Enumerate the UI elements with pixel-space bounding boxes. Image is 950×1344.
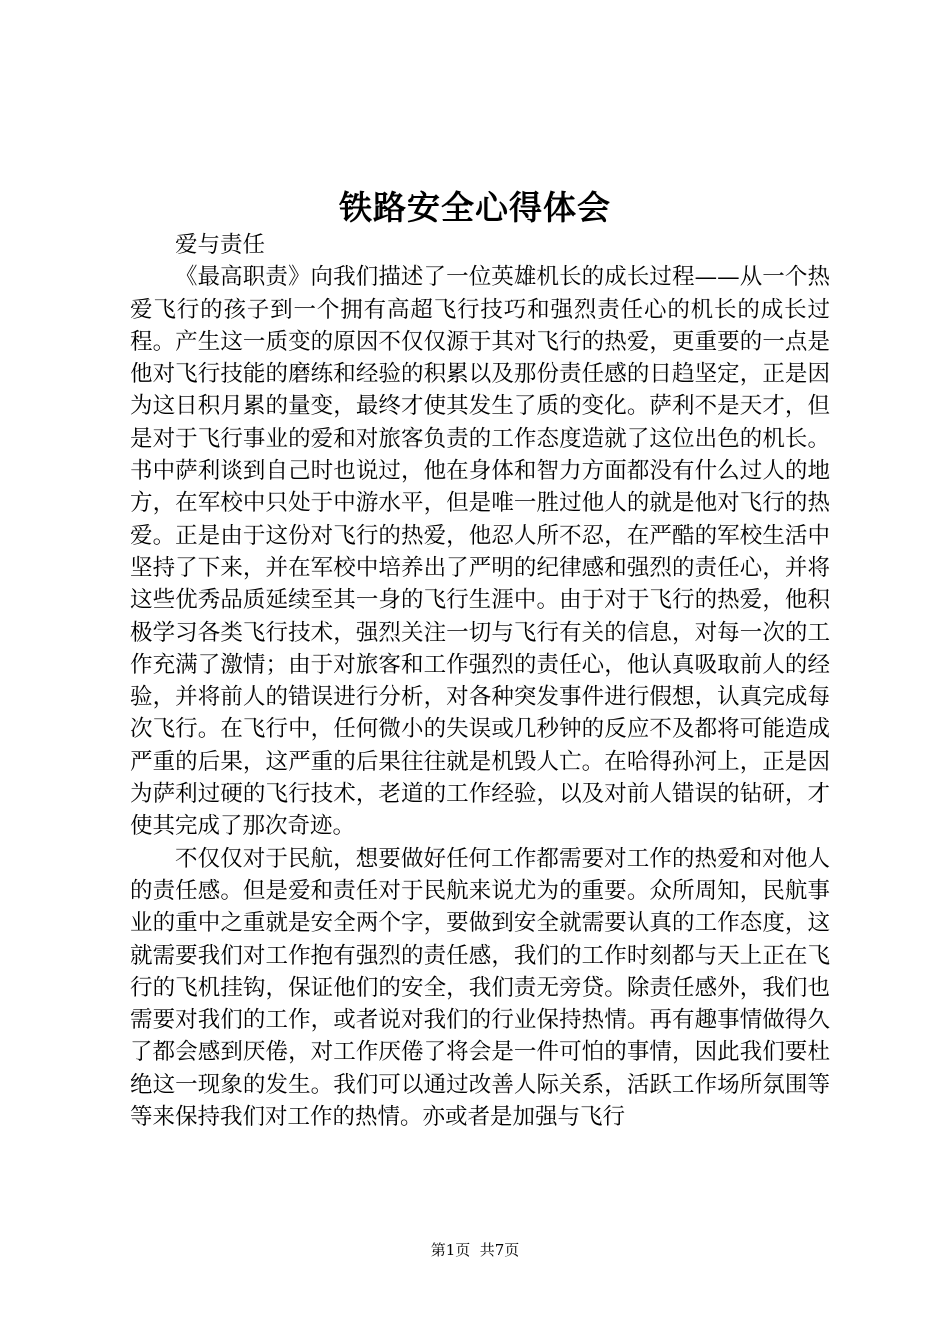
section-heading: 爱与责任 (175, 232, 266, 258)
paragraph-1: 《最高职责》向我们描述了一位英雄机长的成长过程——从一个热爱飞行的孩子到一个拥有高超飞行技巧和强烈责任心的机长的成长过程。产生这一质变的原因不仅仅源于其对飞行的热爱，更重要的一点是他对飞行技能的磨练和经验的积累以及那份责任感的日趋坚定，正是因为这日积月累的量变，最终才使其发生了质的变化。萨利不是天才，但是对于飞行事业的爱和对旅客负责的工作态度造就了这位出色的机长。书中萨利谈到自己时也说过，他在身体和智力方面都没有什么过人的地方，在军校中只处于中游水平，但是唯一胜过他人的就是他对飞行的热爱。正是由于这份对飞行的热爱，他忍人所不忍，在严酷的军校生活中坚持了下来，并在军校中培养出了严明的纪律感和强烈的责任心，并将这些优秀品质延续至其一身的飞行生涯中。由于对于飞行的热爱，他积极学习各类飞行技术，强烈关注一切与飞行有关的信息，对每一次的工作充满了激情；由于对旅客和工作强烈的责任心，他认真吸取前人的经验，并将前人的错误进行分析，对各种突发事件进行假想，认真完成每次飞行。在飞行中，任何微小的失误或几秒钟的反应不及都将可能造成严重的后果，这严重的后果往往就是机毁人亡。在哈得孙河上，正是因为萨利过硬的飞行技术，老道的工作经验，以及对前人错误的钻研，才使其完成了那次奇迹。 (130, 264, 830, 840)
document-body (130, 229, 830, 1133)
document-title: 铁路安全心得体会 (339, 188, 611, 227)
paragraph-2: 不仅仅对于民航，想要做好任何工作都需要对工作的热爱和对他人的责任感。但是爱和责任对于民航来说尤为的重要。众所周知，民航事业的重中之重就是安全两个字，要做到安全就需要认真的工作态度，这就需要我们对工作抱有强烈的责任感，我们的工作时刻都与天上正在飞行的飞机挂钩，保证他们的安全，我们责无旁贷。除责任感外，我们也需要对我们的工作，或者说对我们的行业保持热情。再有趣事情做得久了都会感到厌倦，对工作厌倦了将会是一件可怕的事情，因此我们要杜绝这一现象的发生。我们可以通过改善人际关系，活跃工作场所氛围等等来保持我们对工作的热情。亦或者是加强与飞行 (130, 845, 830, 1131)
page-footer (0, 1240, 950, 1260)
page-number-label: 第1页 共7页 (430, 1241, 520, 1259)
